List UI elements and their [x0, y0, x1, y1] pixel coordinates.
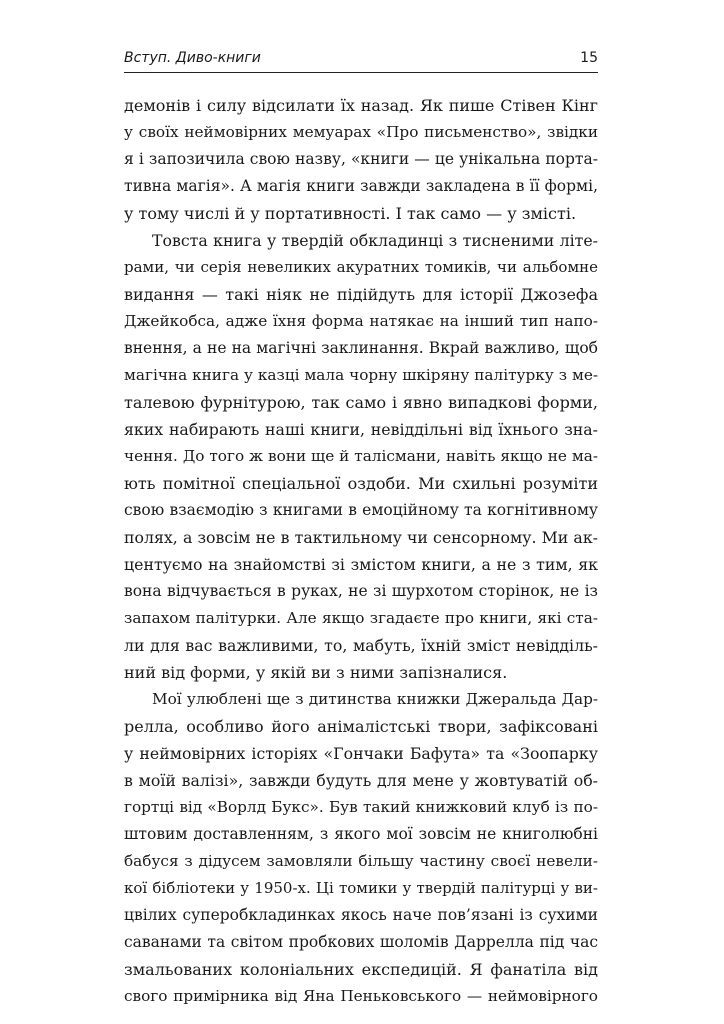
text-line: талевою фурнітурою, так само і явно випадкові форми,: [124, 393, 598, 412]
text-line: яких набирають наші книги, невіддільні від їхнього зна-: [124, 420, 598, 439]
text-line: ли для вас важливими, то, мабуть, їхній зміст невідділь-: [124, 636, 598, 655]
text-line: видання — такі ніяк не підійдуть для історії Джозефа: [124, 285, 598, 304]
text-line: внення, а не на магічні заклинання. Вкрай важливо, щоб: [124, 339, 598, 357]
text-line: я і запозичила свою назву, «книги — це унікальна порта-: [124, 150, 598, 168]
text-line: саванами та світом пробкових шоломів Даррелла під час: [124, 933, 598, 951]
text-line: Джейкобса, адже їхня форма натякає на інший тип напо-: [124, 312, 598, 330]
text-line: центуємо на знайомстві зі змістом книги, а не з тим, як: [124, 555, 598, 574]
text-line: бабуся з дідусем замовляли більшу частину своєї невели-: [124, 852, 598, 870]
text-line: рами, чи серія невеликих акуратних томиків, чи альбомне: [124, 258, 598, 276]
text-line: в моїй валізі», завжди будуть для мене у жовтуватій об-: [124, 771, 598, 790]
text-line: Мої улюблені ще з дитинства книжки Джеральда Дар-: [152, 690, 598, 708]
text-line: кої бібліотеки у 1950-х. Ці томики у твердій палітурці у ви-: [124, 879, 598, 897]
text-line: гортці від «Ворлд Букс». Був такий книжковий клуб із по-: [124, 798, 598, 816]
text-line: полях, а зовсім не в тактильному чи сенсорному. Ми ак-: [124, 528, 598, 547]
text-line: ний від форми, у якій ви з ними запізналися.: [124, 663, 508, 682]
text-line: магічна книга у казці мала чорну шкіряну палітурку з ме-: [124, 366, 598, 384]
text-line: Товста книга у твердій обкладинці з тисненими літе-: [152, 231, 598, 250]
text-line: чення. До того ж вони ще й талісмани, навіть якщо не ма-: [124, 447, 598, 465]
text-line: релла, особливо його анімалістські твори, зафіксовані: [124, 717, 598, 736]
text-line: у своїх неймовірних мемуарах «Про письменство», звідки: [124, 123, 598, 141]
text-line: ють помітної спеціальної оздоби. Ми схильні розуміти: [124, 474, 598, 493]
page-header: [124, 50, 598, 73]
text-line: свого примірника від Яна Пеньковського — неймовірного: [124, 987, 598, 1005]
paragraph-1: [124, 92, 598, 227]
text-line: тивна магія». А магія книги завжди закладена в її формі,: [124, 177, 598, 195]
text-line: змальованих колоніальних експедицій. Я фанатіла від: [124, 960, 598, 979]
text-line: демонів і силу відсилати їх назад. Як пише Стівен Кінг: [124, 96, 598, 115]
text-line: запахом палітурки. Але якщо згадаєте про книги, які ста-: [124, 609, 598, 627]
body-text: [124, 92, 598, 1010]
text-line: свою взаємодію з книгами в емоційному та когнітивному: [124, 501, 598, 519]
text-line: у неймовірних історіях «Гончаки Бафута» та «Зоопарку: [124, 744, 598, 763]
text-line: цвілих суперобкладинках якось наче пов’язані із сухими: [124, 906, 598, 924]
text-line: вона відчувається в руках, не зі шурхотом сторінок, не із: [124, 582, 598, 600]
paragraph-3: [124, 686, 598, 1010]
paragraph-2: [124, 227, 598, 686]
text-line: штовим доставленням, з якого мої зовсім не книголюбні: [124, 825, 598, 843]
page-number: 15: [580, 50, 598, 66]
running-title: Вступ. Диво-книги: [124, 50, 261, 66]
text-line: у тому числі й у портативності. І так само — у змісті.: [124, 204, 577, 223]
